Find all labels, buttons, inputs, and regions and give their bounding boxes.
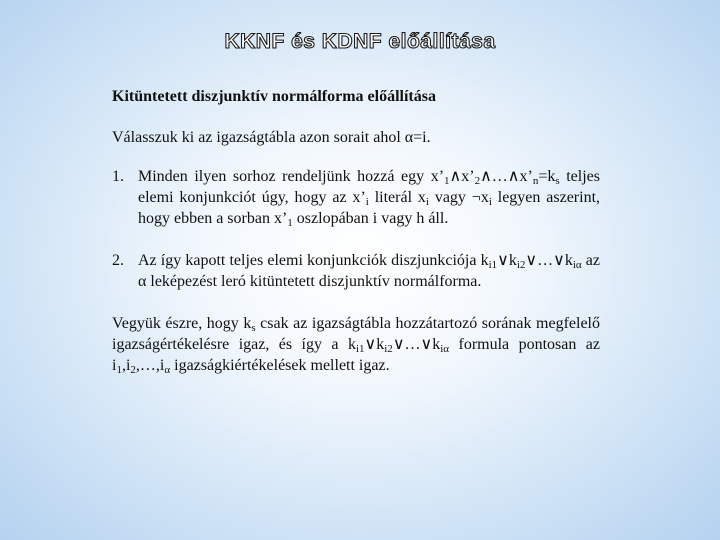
- list-number: 1.: [112, 168, 124, 185]
- list-item-1: [112, 166, 600, 229]
- list-item-text: Az így kapott teljes elemi konjunkciók diszjunkciója $k_{i1}\vee k_{i2}\vee\dots\vee k_{i\alpha}$ az α leképezést leró kitüntetett diszjunktív normálforma.: [138, 252, 600, 290]
- list-item-2: [112, 250, 600, 292]
- intro-text: Válasszuk ki az igazságtábla azon sorait ahol α=i.: [112, 129, 431, 146]
- slide-content: [112, 86, 600, 376]
- section-heading: Kitüntetett diszjunktív normálforma előállítása: [112, 88, 436, 105]
- list-item-text: Minden ilyen sorhoz rendeljünk hozzá egy $x’_1\wedge x’_2\wedge\dots\wedge x’_n=k_s$ teljes elemi konjunkciót úgy, hogy az $x’_i$ literál $x_i$ vagy $\neg x_i$ legyen aszerint, hogy ebben a sorban $x’_1$ oszlopában i vagy h áll.: [138, 168, 601, 229]
- page-title: KKNF és KDNF előállítása: [224, 30, 496, 53]
- list-number: 2.: [112, 252, 124, 269]
- conclusion-text: Vegyük észre, hogy $k_s$ csak az igazságtábla hozzátartozó sorának megfelelő igazságértékelésre igaz, és így a $k_{i1}\vee k_{i2}\vee\dots\vee k_{i\alpha}$ formula pontosan az $i_1,i_2,\dots,i_\alpha$ igazságkiértékelések mellett igaz.: [112, 315, 601, 376]
